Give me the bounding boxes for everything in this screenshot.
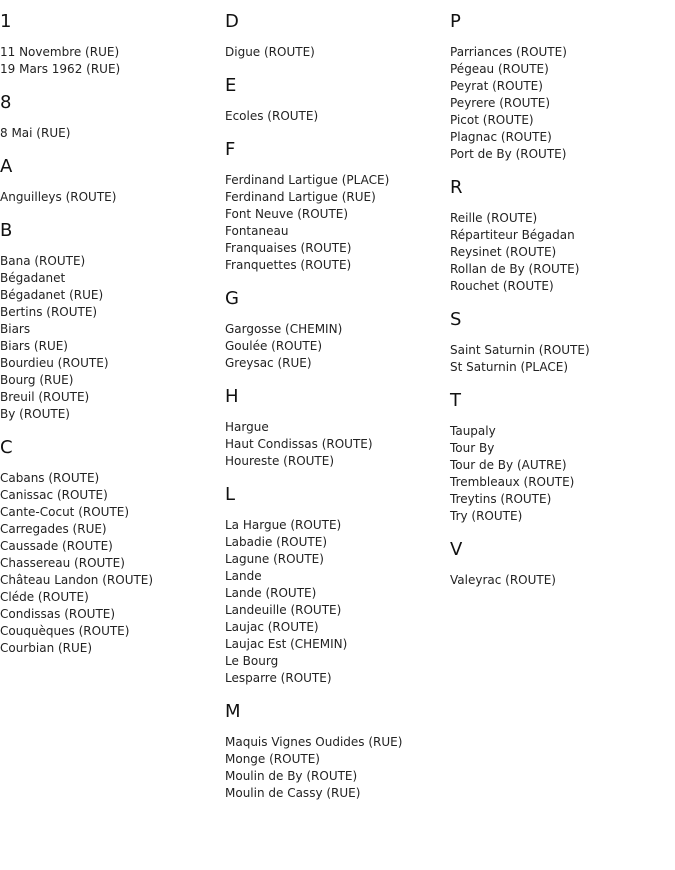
street-link[interactable]: Rollan de By (ROUTE) [450,262,580,276]
street-link[interactable]: Fontaneau [225,224,289,238]
letter-heading: D [225,11,239,32]
street-link[interactable]: Couquèques (ROUTE) [0,624,130,638]
letter-heading: 1 [0,11,12,32]
street-link[interactable]: Laujac (ROUTE) [225,620,319,634]
street-link[interactable]: Bourg (RUE) [0,373,74,387]
street-link[interactable]: Valeyrac (ROUTE) [450,573,556,587]
street-link[interactable]: 11 Novembre (RUE) [0,45,120,59]
street-link[interactable]: Monge (ROUTE) [225,752,320,766]
street-link[interactable]: Peyrat (ROUTE) [450,79,543,93]
street-link[interactable]: Bourdieu (ROUTE) [0,356,109,370]
street-link[interactable]: Reille (ROUTE) [450,211,538,225]
letter-heading: V [450,539,463,560]
street-link[interactable]: Bégadanet (RUE) [0,288,104,302]
street-link[interactable]: Franquaises (ROUTE) [225,241,352,255]
letter-heading: P [450,11,461,32]
letter-heading: E [225,75,237,96]
street-link[interactable]: Anguilleys (ROUTE) [0,190,117,204]
street-link[interactable]: Ferdinand Lartigue (PLACE) [225,173,390,187]
letter-heading: G [225,288,239,309]
street-link[interactable]: Gargosse (CHEMIN) [225,322,343,336]
street-link[interactable]: Cléde (ROUTE) [0,590,89,604]
street-link[interactable]: Treytins (ROUTE) [450,492,552,506]
street-link[interactable]: Caussade (ROUTE) [0,539,113,553]
letter-group [225,485,445,687]
letter-group [450,12,670,163]
letter-heading: C [0,437,13,458]
letter-heading: H [225,386,239,407]
letter-group [0,12,220,78]
letter-heading: M [225,701,241,722]
street-link[interactable]: Condissas (ROUTE) [0,607,116,621]
street-link[interactable]: Tour By [450,441,495,455]
street-link[interactable]: Greysac (RUE) [225,356,312,370]
street-link[interactable]: Lande [225,569,262,583]
street-link[interactable]: Lagune (ROUTE) [225,552,324,566]
street-link[interactable]: Digue (ROUTE) [225,45,315,59]
street-link[interactable]: Répartiteur Bégadan [450,228,575,242]
street-link[interactable]: Saint Saturnin (ROUTE) [450,343,590,357]
letter-group [0,157,220,206]
street-link[interactable]: Parriances (ROUTE) [450,45,567,59]
street-link[interactable]: 19 Mars 1962 (RUE) [0,62,121,76]
street-link[interactable]: Le Bourg [225,654,279,668]
street-link[interactable]: Ecoles (ROUTE) [225,109,319,123]
street-link[interactable]: By (ROUTE) [0,407,70,421]
street-link[interactable]: Breuil (ROUTE) [0,390,90,404]
street-link[interactable]: Hargue [225,420,269,434]
letter-group [225,289,445,372]
street-link[interactable]: Cante-Cocut (ROUTE) [0,505,130,519]
street-link[interactable]: Moulin de By (ROUTE) [225,769,358,783]
street-link[interactable]: Carregades (RUE) [0,522,107,536]
letter-heading: F [225,139,236,160]
street-link[interactable]: Pégeau (ROUTE) [450,62,549,76]
street-link[interactable]: Bégadanet [0,271,66,285]
letter-group [0,438,220,657]
street-link[interactable]: Try (ROUTE) [450,509,523,523]
street-link[interactable]: Taupaly [450,424,496,438]
street-index-column-2 [225,12,445,817]
street-link[interactable]: Laujac Est (CHEMIN) [225,637,348,651]
street-link[interactable]: 8 Mai (RUE) [0,126,71,140]
street-link[interactable]: Reysinet (ROUTE) [450,245,557,259]
street-link[interactable]: Lande (ROUTE) [225,586,317,600]
street-link[interactable]: Landeuille (ROUTE) [225,603,342,617]
street-link[interactable]: Château Landon (ROUTE) [0,573,154,587]
street-link[interactable]: Bana (ROUTE) [0,254,86,268]
street-link[interactable]: St Saturnin (PLACE) [450,360,569,374]
letter-heading: 8 [0,92,12,113]
street-link[interactable]: Courbian (RUE) [0,641,93,655]
street-link[interactable]: Tour de By (AUTRE) [450,458,567,472]
street-link[interactable]: Picot (ROUTE) [450,113,534,127]
letter-heading: R [450,177,463,198]
street-link[interactable]: Chassereau (ROUTE) [0,556,125,570]
street-link[interactable]: Biars [0,322,31,336]
street-link[interactable]: Rouchet (ROUTE) [450,279,554,293]
letter-group [450,540,670,589]
letter-group [0,93,220,142]
street-index-column-3 [450,12,670,604]
letter-group [225,12,445,61]
street-link[interactable]: Labadie (ROUTE) [225,535,327,549]
street-link[interactable]: Lesparre (ROUTE) [225,671,332,685]
street-link[interactable]: Cabans (ROUTE) [0,471,100,485]
street-link[interactable]: Peyrere (ROUTE) [450,96,551,110]
street-link[interactable]: Goulée (ROUTE) [225,339,323,353]
street-link[interactable]: Haut Condissas (ROUTE) [225,437,373,451]
street-link[interactable]: Biars (RUE) [0,339,68,353]
street-link[interactable]: Houreste (ROUTE) [225,454,335,468]
street-link[interactable]: Bertins (ROUTE) [0,305,98,319]
letter-heading: L [225,484,236,505]
street-link[interactable]: Canissac (ROUTE) [0,488,108,502]
letter-heading: T [450,390,461,411]
letter-group [0,221,220,423]
street-link[interactable]: Ferdinand Lartigue (RUE) [225,190,376,204]
letter-group [225,387,445,470]
street-link[interactable]: La Hargue (ROUTE) [225,518,342,532]
street-link[interactable]: Font Neuve (ROUTE) [225,207,349,221]
letter-group [225,76,445,125]
letter-group [450,178,670,295]
street-link[interactable]: Plagnac (ROUTE) [450,130,552,144]
letter-heading: S [450,309,462,330]
street-link[interactable]: Franquettes (ROUTE) [225,258,352,272]
letter-group [450,391,670,525]
street-link[interactable]: Port de By (ROUTE) [450,147,567,161]
letter-heading: A [0,156,13,177]
letter-group [225,140,445,274]
street-link[interactable]: Moulin de Cassy (RUE) [225,786,361,800]
letter-heading: B [0,220,13,241]
letter-group [450,310,670,376]
letter-group [225,702,445,802]
street-link[interactable]: Maquis Vignes Oudides (RUE) [225,735,403,749]
street-index-column-1 [0,12,220,672]
street-link[interactable]: Trembleaux (ROUTE) [450,475,575,489]
